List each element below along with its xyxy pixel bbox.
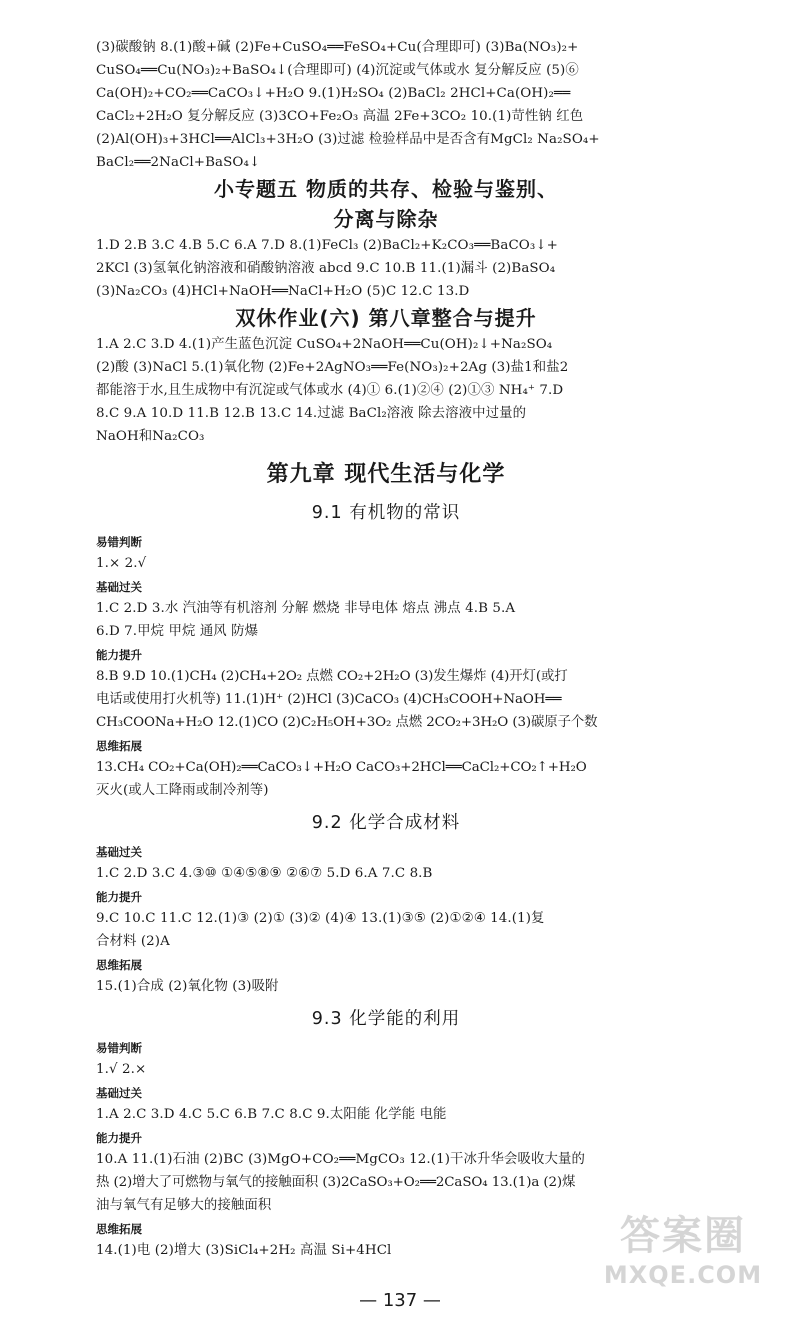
text-line: 热 (2)增大了可燃物与氧气的接触面积 (3)2CaSO₃+O₂══2CaSO₄ 13.(1)a (2)煤 xyxy=(96,1175,576,1190)
category-label: 思维拓展 xyxy=(96,1222,142,1236)
text-line: 13.CH₄ CO₂+Ca(OH)₂══CaCO₃↓+H₂O CaCO₃+2HCl══CaCl₂+CO₂↑+H₂O xyxy=(96,760,587,775)
text-line: NaOH和Na₂CO₃ xyxy=(96,429,205,444)
text-line: 2KCl (3)氢氧化钠溶液和硝酸钠溶液 abcd 9.C 10.B 11.(1)漏斗 (2)BaSO₄ xyxy=(96,261,556,276)
category-label: 基础过关 xyxy=(96,845,142,859)
text-line: (3)Na₂CO₃ (4)HCl+NaOH══NaCl+H₂O (5)C 12.C 13.D xyxy=(96,284,470,299)
text-line: 1.A 2.C 3.D 4.(1)产生蓝色沉淀 CuSO₄+2NaOH══Cu(OH)₂↓+Na₂SO₄ xyxy=(96,337,553,352)
site-watermark xyxy=(588,1212,778,1302)
text-line: 灭火(或人工降雨或制冷剂等) xyxy=(96,783,269,798)
text-line: 15.(1)合成 (2)氧化物 (3)吸附 xyxy=(96,979,279,994)
text-line: 10.A 11.(1)石油 (2)BC (3)MgO+CO₂══MgCO₃ 12.(1)干冰升华会吸收大量的 xyxy=(96,1152,585,1167)
category-label: 基础过关 xyxy=(96,1086,142,1100)
text-line: CaCl₂+2H₂O 复分解反应 (3)3CO+Fe₂O₃ 高温 2Fe+3CO₂ 10.(1)苛性钠 红色 xyxy=(96,109,584,124)
text-line: 8.B 9.D 10.(1)CH₄ (2)CH₄+2O₂ 点燃 CO₂+2H₂O (3)发生爆炸 (4)开灯(或打 xyxy=(96,669,568,684)
text-line: Ca(OH)₂+CO₂══CaCO₃↓+H₂O 9.(1)H₂SO₄ (2)BaCl₂ 2HCl+Ca(OH)₂══ xyxy=(96,86,571,101)
category-label: 能力提升 xyxy=(96,648,142,662)
text-line: 1.C 2.D 3.水 汽油等有机溶剂 分解 燃烧 非导电体 熔点 沸点 4.B 5.A xyxy=(96,601,516,616)
text-line: 1.D 2.B 3.C 4.B 5.C 6.A 7.D 8.(1)FeCl₃ (2)BaCl₂+K₂CO₃══BaCO₃↓+ xyxy=(96,238,558,253)
text-line: (2)Al(OH)₃+3HCl══AlCl₃+3H₂O (3)过滤 检验样品中是否含有MgCl₂ Na₂SO₄+ xyxy=(96,132,600,147)
topic5-answers xyxy=(96,234,676,303)
page-number: — 137 — xyxy=(359,1290,441,1311)
text-line: 14.(1)电 (2)增大 (3)SiCl₄+2H₂ 高温 Si+4HCl xyxy=(96,1243,392,1258)
text-line: 1.× 2.√ xyxy=(96,556,147,571)
text-line: 都能溶于水,且生成物中有沉淀或气体或水 (4)① 6.(1)②④ (2)①③ NH₄⁺ 7.D xyxy=(96,383,564,398)
text-line: 1.√ 2.× xyxy=(96,1062,147,1077)
text-line: 1.C 2.D 3.C 4.③⑩ ①④⑤⑧⑨ ②⑥⑦ 5.D 6.A 7.C 8.B xyxy=(96,866,433,881)
section-9-2-title: 9.2 化学合成材料 xyxy=(311,813,461,833)
category-label: 基础过关 xyxy=(96,580,142,594)
text-line: 1.A 2.C 3.D 4.C 5.C 6.B 7.C 8.C 9.太阳能 化学能 电能 xyxy=(96,1107,447,1122)
text-line: 6.D 7.甲烷 甲烷 通风 防爆 xyxy=(96,624,259,639)
topic5-title-line1: 小专题五 物质的共存、检验与鉴别、 xyxy=(214,177,558,201)
text-line: 合材料 (2)A xyxy=(96,934,170,949)
category-label: 思维拓展 xyxy=(96,739,142,753)
text-line: (3)碳酸钠 8.(1)酸+碱 (2)Fe+CuSO₄══FeSO₄+Cu(合理即可) (3)Ba(NO₃)₂+ xyxy=(96,40,579,55)
category-label: 思维拓展 xyxy=(96,958,142,972)
text-line: CuSO₄══Cu(NO₃)₂+BaSO₄↓(合理即可) (4)沉淀或气体或水 复分解反应 (5)⑥ xyxy=(96,63,579,78)
text-line: CH₃COONa+H₂O 12.(1)CO (2)C₂H₅OH+3O₂ 点燃 2CO₂+3H₂O (3)碳原子个数 xyxy=(96,715,598,730)
homework6-answers xyxy=(96,333,676,448)
text-line: (2)酸 (3)NaCl 5.(1)氧化物 (2)Fe+2AgNO₃══Fe(NO₃)₂+2Ag (3)盐1和盐2 xyxy=(96,360,569,375)
answer-page xyxy=(96,36,676,1262)
category-label: 易错判断 xyxy=(96,535,142,549)
text-line: 9.C 10.C 11.C 12.(1)③ (2)① (3)② (4)④ 13.(1)③⑤ (2)①②④ 14.(1)复 xyxy=(96,911,545,926)
topic5-title-line2: 分离与除杂 xyxy=(333,207,439,231)
section-9-1-title: 9.1 有机物的常识 xyxy=(311,503,461,523)
text-line: BaCl₂══2NaCl+BaSO₄↓ xyxy=(96,155,261,170)
text-line: 油与氧气有足够大的接触面积 xyxy=(96,1198,272,1213)
category-label: 易错判断 xyxy=(96,1041,142,1055)
category-label: 能力提升 xyxy=(96,890,142,904)
watermark-logo-text: 答案圈 xyxy=(620,1213,746,1259)
homework6-title: 双休作业(六) 第八章整合与提升 xyxy=(235,306,537,330)
category-label: 能力提升 xyxy=(96,1131,142,1145)
chapter-title: 第九章 现代生活与化学 xyxy=(266,462,506,487)
watermark-url: MXQE.COM xyxy=(603,1261,763,1289)
top-answer-block xyxy=(96,36,676,174)
section-9-3-title: 9.3 化学能的利用 xyxy=(311,1009,461,1029)
text-line: 电话或使用打火机等) 11.(1)H⁺ (2)HCl (3)CaCO₃ (4)CH₃COOH+NaOH══ xyxy=(96,692,562,707)
text-line: 8.C 9.A 10.D 11.B 12.B 13.C 14.过滤 BaCl₂溶液 除去溶液中过量的 xyxy=(96,406,527,421)
